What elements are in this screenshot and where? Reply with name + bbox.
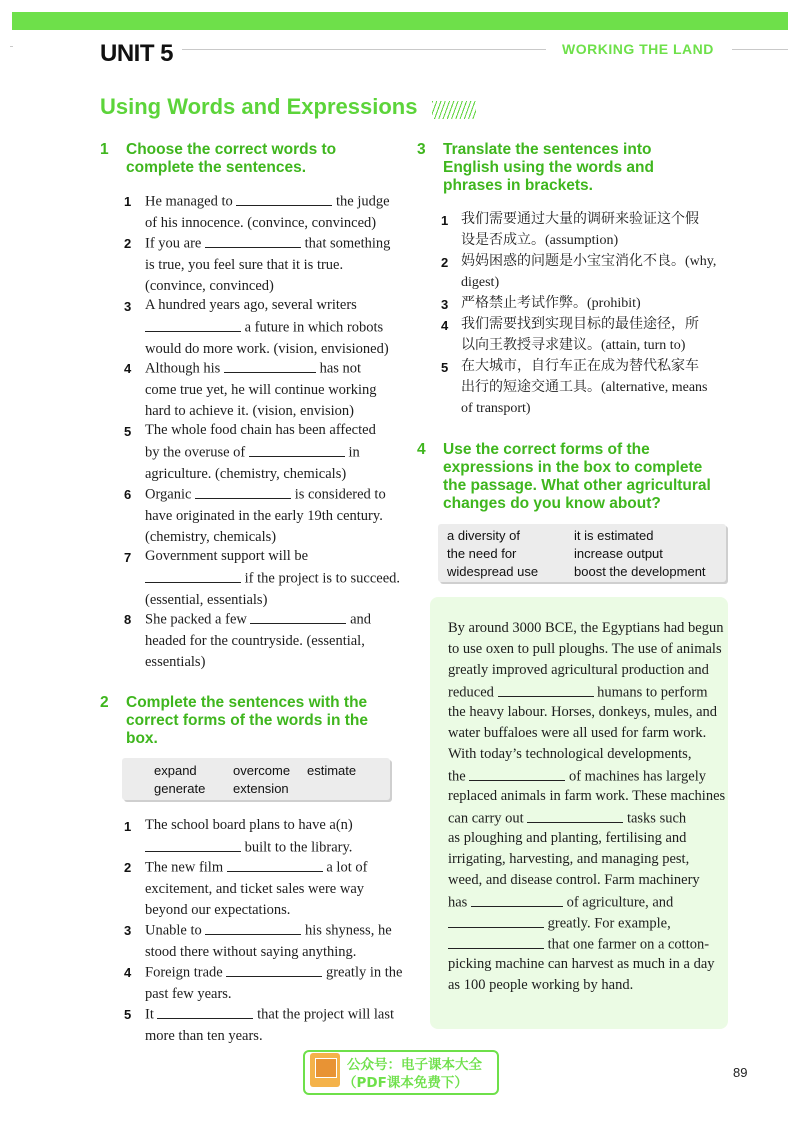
ex3-item-number: 3 — [441, 297, 449, 312]
ex2-item-2 — [145, 856, 367, 921]
answer-blank[interactable] — [249, 441, 345, 457]
text-line: essentials) — [145, 653, 206, 670]
text: by the overuse of — [145, 444, 246, 461]
text: the judge — [336, 193, 390, 210]
answer-blank[interactable] — [145, 567, 241, 583]
exercise-3-heading — [443, 141, 654, 195]
answer-blank[interactable] — [226, 961, 322, 977]
passage-line: irrigating, harvesting, and managing pest, — [448, 851, 690, 867]
box-word: overcome — [233, 763, 291, 778]
box-word: generate — [154, 781, 206, 796]
text-line: 我们需要找到实现目标的最佳途径，所 — [461, 317, 699, 332]
text-line: (essential, essentials) — [145, 591, 268, 608]
text: that something — [304, 235, 391, 252]
answer-blank[interactable] — [205, 232, 301, 248]
ex1-item-number: 5 — [124, 424, 132, 439]
text-line: of his innocence. (convince, convinced) — [145, 214, 377, 231]
text: of agriculture, and — [566, 894, 674, 911]
exercise-2-heading — [126, 694, 368, 748]
text-line: 以向王教授寻求建议。(attain, turn to) — [461, 338, 686, 353]
text-line: 我们需要通过大量的调研来验证这个假 — [461, 212, 699, 227]
text: reduced — [448, 684, 494, 701]
ex1-item-number: 6 — [124, 487, 132, 502]
box-word: estimate — [307, 763, 357, 778]
text: the — [448, 768, 466, 785]
answer-blank[interactable] — [448, 933, 544, 949]
stamp-line-1: 公众号：电子课本大全 — [347, 1057, 482, 1073]
book-icon — [310, 1053, 340, 1087]
answer-blank[interactable] — [448, 912, 544, 928]
answer-blank[interactable] — [224, 357, 316, 373]
answer-blank[interactable] — [469, 765, 565, 781]
header-rule-right — [732, 49, 788, 50]
heading-line: phrases in brackets. — [443, 177, 593, 194]
heading-line: complete the sentences. — [126, 159, 307, 176]
text: built to the library. — [244, 839, 353, 856]
exercise-1-heading — [126, 141, 336, 177]
answer-blank[interactable] — [498, 681, 594, 697]
passage-line: replaced animals in farm work. These machines — [448, 788, 726, 804]
ex3-item-2 — [461, 251, 716, 293]
text: tasks such — [626, 810, 687, 827]
text: The new film — [145, 859, 224, 876]
passage-line: weed, and disease control. Farm machinery — [448, 872, 700, 888]
passage-line — [448, 765, 722, 786]
text-line: (chemistry, chemicals) — [145, 528, 277, 545]
text: that the project will last — [257, 1006, 395, 1023]
answer-blank[interactable] — [236, 190, 332, 206]
ex1-item-number: 8 — [124, 612, 132, 627]
passage-line: as ploughing and planting, fertilising and — [448, 830, 687, 846]
ex1-item-8 — [145, 608, 371, 673]
text: in — [348, 444, 360, 461]
ex3-item-1 — [461, 209, 699, 251]
ex2-item-3 — [145, 919, 392, 963]
ex1-item-5 — [145, 420, 376, 485]
answer-blank[interactable] — [195, 483, 291, 499]
ex1-item-6 — [145, 483, 386, 548]
ex2-item-5 — [145, 1003, 394, 1047]
stamp-line-2: （PDF课本免费下） — [343, 1075, 468, 1091]
box-expression: a diversity of — [447, 528, 520, 543]
ex2-item-4 — [145, 961, 402, 1005]
ex3-item-4 — [461, 314, 699, 356]
text: and — [350, 611, 372, 628]
text: It — [145, 1006, 154, 1023]
ex1-item-2 — [145, 232, 390, 297]
text: of machines has largely — [568, 768, 707, 785]
text: greatly. For example, — [547, 915, 671, 932]
text: has not — [319, 360, 362, 377]
answer-blank[interactable] — [471, 891, 563, 907]
passage-line — [448, 912, 722, 933]
passage-line — [448, 933, 722, 954]
text-line: 出行的短途交通工具。(alternative, means — [461, 380, 708, 395]
text-line: A hundred years ago, several writers — [145, 297, 357, 313]
passage-line — [448, 891, 722, 912]
answer-blank[interactable] — [227, 856, 323, 872]
running-title: WORKING THE LAND — [562, 41, 714, 57]
ex2-word-box — [122, 758, 390, 800]
passage-line — [448, 807, 722, 828]
ex1-item-3 — [145, 295, 389, 360]
hatch-decoration — [432, 101, 476, 119]
margin-mark — [10, 46, 13, 47]
ex3-item-number: 4 — [441, 318, 449, 333]
text: If you are — [145, 235, 202, 252]
text-line: The whole food chain has been affected — [145, 422, 376, 438]
text-line: 妈妈困惑的问题是小宝宝消化不良。(why, — [461, 254, 717, 269]
section-title: Using Words and Expressions — [100, 94, 418, 119]
page-number: 89 — [733, 1065, 748, 1080]
text: Although his — [145, 360, 221, 377]
ex3-item-number: 2 — [441, 255, 449, 270]
text-line: past few years. — [145, 985, 232, 1002]
ex3-item-5 — [461, 356, 708, 419]
answer-blank[interactable] — [157, 1003, 253, 1019]
ex2-item-number: 1 — [124, 819, 132, 834]
text: his shyness, he — [305, 922, 392, 939]
text: is considered to — [294, 486, 386, 503]
text-line: Government support will be — [145, 548, 309, 564]
text: Organic — [145, 486, 192, 503]
text: has — [448, 894, 468, 911]
ex2-item-number: 2 — [124, 860, 132, 875]
text: that one farmer on a cotton- — [547, 936, 710, 953]
text-line: The school board plans to have a(n) — [145, 817, 353, 833]
heading-line: Choose the correct words to — [126, 141, 337, 158]
text: can carry out — [448, 810, 524, 827]
text-line: would do more work. (vision, envisioned) — [145, 340, 389, 357]
text-line: 设是否成立。(assumption) — [461, 233, 619, 248]
text: a lot of — [326, 859, 368, 876]
box-word: extension — [233, 781, 289, 796]
ex1-item-number: 7 — [124, 550, 132, 565]
text-line: more than ten years. — [145, 1027, 263, 1044]
exercise-4-heading — [443, 441, 711, 513]
text: Unable to — [145, 922, 202, 939]
text-line: stood there without saying anything. — [145, 943, 357, 960]
unit-label: UNIT 5 — [100, 40, 174, 67]
text: greatly in the — [325, 964, 403, 981]
ex1-item-number: 4 — [124, 361, 132, 376]
heading-line: the passage. What other agricultural — [443, 477, 711, 494]
ex3-item-3 — [461, 293, 641, 314]
exercise-1-number: 1 — [100, 141, 109, 158]
ex1-item-number: 2 — [124, 236, 132, 251]
passage-line: By around 3000 BCE, the Egyptians had begun — [448, 620, 724, 636]
text-line: 严格禁止考试作弊。(prohibit) — [461, 296, 641, 311]
answer-blank[interactable] — [527, 807, 623, 823]
answer-blank[interactable] — [145, 316, 241, 332]
passage-line: picking machine can harvest as much in a day — [448, 956, 715, 972]
ex3-item-number: 5 — [441, 360, 449, 375]
ex3-item-number: 1 — [441, 213, 449, 228]
heading-line: Translate the sentences into — [443, 141, 652, 158]
passage-line: greatly improved agricultural production and — [448, 662, 709, 678]
box-expression: boost the development — [574, 564, 706, 579]
heading-line: English using the words and — [443, 159, 654, 176]
text-line: digest) — [461, 275, 500, 290]
ex2-item-number: 5 — [124, 1007, 132, 1022]
text: He managed to — [145, 193, 233, 210]
answer-blank[interactable] — [250, 608, 346, 624]
exercise-2-number: 2 — [100, 694, 109, 711]
text-line: of transport) — [461, 401, 531, 416]
answer-blank[interactable] — [205, 919, 301, 935]
answer-blank[interactable] — [145, 836, 241, 852]
box-expression: widespread use — [447, 564, 539, 579]
heading-line: Use the correct forms of the — [443, 441, 650, 458]
ex1-item-number: 3 — [124, 299, 132, 314]
box-word: expand — [154, 763, 197, 778]
text-line: beyond our expectations. — [145, 901, 291, 918]
text-line: agriculture. (chemistry, chemicals) — [145, 465, 347, 482]
box-expression: the need for — [447, 546, 517, 561]
box-expression: increase output — [574, 546, 663, 561]
text-line: have originated in the early 19th century. — [145, 507, 383, 524]
exercise-4-number: 4 — [417, 441, 426, 458]
passage-line: the heavy labour. Horses, donkeys, mules, and — [448, 704, 718, 720]
text: if the project is to succeed. — [244, 570, 401, 587]
text: She packed a few — [145, 611, 247, 628]
passage-line: With today’s technological developments, — [448, 746, 692, 762]
passage-line: water buffaloes were all used for farm work. — [448, 725, 707, 741]
text: a future in which robots — [244, 319, 384, 336]
text: Foreign trade — [145, 964, 223, 981]
passage-line — [448, 681, 722, 702]
ex2-item-number: 4 — [124, 965, 132, 980]
box-expression: it is estimated — [574, 528, 654, 543]
heading-line: correct forms of the words in the — [126, 712, 369, 729]
ex1-item-7 — [145, 546, 400, 611]
ex1-item-1 — [145, 190, 390, 234]
heading-line: expressions in the box to complete — [443, 459, 703, 476]
passage-line: as 100 people working by hand. — [448, 977, 634, 993]
ex1-item-number: 1 — [124, 194, 132, 209]
heading-line: changes do you know about? — [443, 495, 661, 512]
text-line: headed for the countryside. (essential, — [145, 632, 365, 649]
text-line: (convince, convinced) — [145, 277, 274, 294]
header-rule — [182, 49, 546, 50]
ex4-expression-box — [438, 524, 726, 582]
ex2-item-1 — [145, 815, 353, 859]
text: humans to perform — [597, 684, 708, 701]
text-line: 在大城市，自行车正在成为替代私家车 — [461, 359, 699, 374]
ex2-item-number: 3 — [124, 923, 132, 938]
exercise-3-number: 3 — [417, 141, 426, 158]
text-line: is true, you feel sure that it is true. — [145, 256, 344, 273]
text-line: excitement, and ticket sales were way — [145, 880, 365, 897]
text-line: hard to achieve it. (vision, envision) — [145, 402, 354, 419]
heading-line: Complete the sentences with the — [126, 694, 368, 711]
ex1-item-4 — [145, 357, 377, 422]
heading-line: box. — [126, 730, 158, 747]
top-color-bar — [12, 12, 788, 30]
text-line: come true yet, he will continue working — [145, 381, 377, 398]
passage-text — [448, 618, 726, 996]
passage-line: to use oxen to pull ploughs. The use of animals — [448, 641, 722, 657]
